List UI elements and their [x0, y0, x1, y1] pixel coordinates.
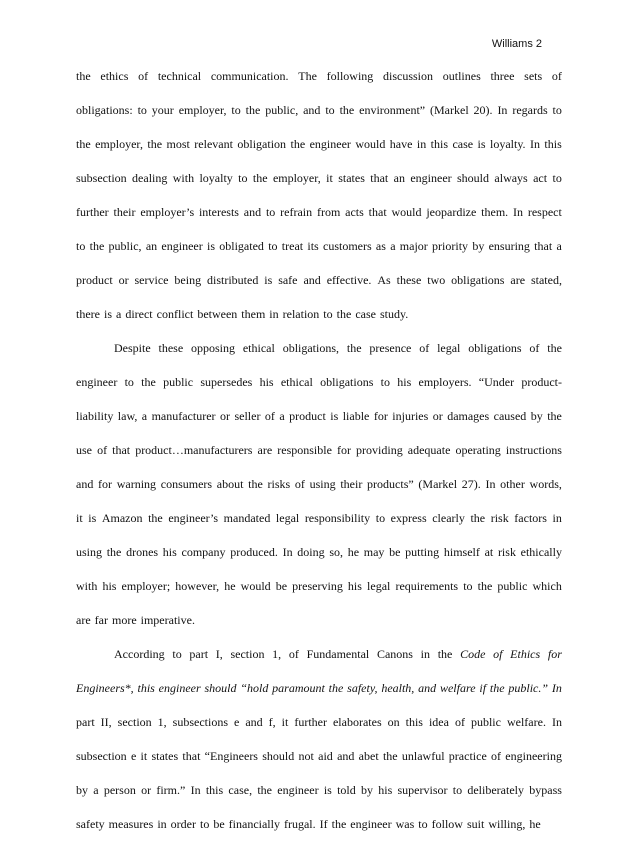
text-line: According to part I, section 1, of Fundamental Canons in the Code of Ethics for [114, 647, 562, 661]
text-line: engineer to the public supersedes his ethical obligations to his employers. “Under product- [76, 375, 562, 389]
text-line: and for warning consumers about the risks of using their products” (Markel 27). In other words, [76, 477, 562, 491]
text-line: product or service being distributed is safe and effective. As these two obligations are stated, [76, 273, 562, 287]
text-line: further their employer’s interests and to refrain from acts that would jeopardize them. In respect [76, 205, 562, 219]
text-line: use of that product…manufacturers are responsible for providing adequate operating instructions [76, 443, 562, 457]
text-line: part II, section 1, subsections e and f, it further elaborates on this idea of public welfare. In [76, 715, 562, 729]
text-line: subsection e it states that “Engineers should not aid and abet the unlawful practice of engineering [76, 749, 562, 763]
text-line: to the public, an engineer is obligated to treat its customers as a major priority by ensuring that a [76, 239, 562, 253]
paragraph [76, 68, 562, 340]
text-line: Engineers*, this engineer should “hold paramount the safety, health, and welfare if the public.” In [76, 681, 562, 695]
running-head: Williams 2 [491, 38, 542, 50]
paragraph [76, 646, 562, 850]
text-line: obligations: to your employer, to the public, and to the environment” (Markel 20). In regards to [76, 103, 562, 117]
text-line: are far more imperative. [76, 613, 195, 627]
text-line: subsection dealing with loyalty to the employer, it states that an engineer should always act to [76, 171, 562, 185]
text-line: the ethics of technical communication. The following discussion outlines three sets of [76, 69, 562, 83]
text-line: the employer, the most relevant obligation the engineer would have in this case is loyalty. In this [76, 137, 562, 151]
text-line: liability law, a manufacturer or seller of a product is liable for injuries or damages caused by the [76, 409, 562, 423]
text-line: safety measures in order to be financially frugal. If the engineer was to follow suit willing, he [76, 817, 541, 831]
body-text [76, 68, 562, 850]
text-line: using the drones his company produced. In doing so, he may be putting himself at risk ethically [76, 545, 562, 559]
text-line: Despite these opposing ethical obligations, the presence of legal obligations of the [114, 341, 562, 355]
text-line: it is Amazon the engineer’s mandated legal responsibility to express clearly the risk factors in [76, 511, 562, 525]
text-line: by a person or firm.” In this case, the engineer is told by his supervisor to deliberately bypass [76, 783, 562, 797]
text-line: with his employer; however, he would be preserving his legal requirements to the public which [76, 579, 562, 593]
paragraph [76, 340, 562, 646]
text-line: there is a direct conflict between them in relation to the case study. [76, 307, 409, 321]
